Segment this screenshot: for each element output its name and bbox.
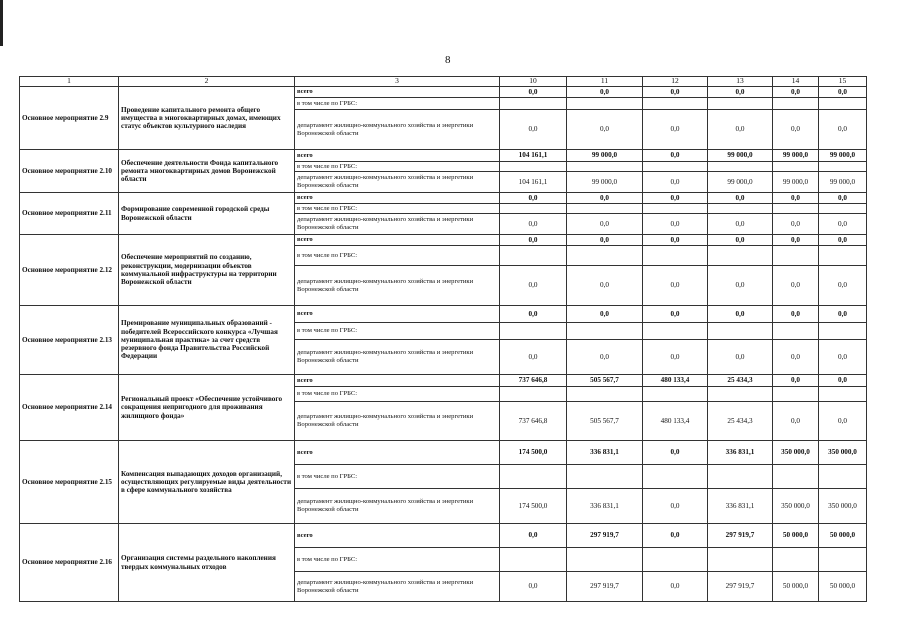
total-value-cell: 99 000,0 (567, 150, 643, 162)
header-cell: 12 (643, 77, 708, 87)
total-value-cell: 0,0 (500, 87, 567, 98)
dept-value-cell: 0,0 (567, 266, 643, 306)
grbs-empty-cell (500, 246, 567, 266)
grbs-empty-cell (819, 465, 867, 489)
total-value-cell: 0,0 (567, 306, 643, 323)
total-value-cell: 297 919,7 (708, 524, 773, 548)
measure-code: Основное мероприятие 2.11 (20, 193, 119, 235)
header-cell: 2 (119, 77, 295, 87)
header-cell: 13 (708, 77, 773, 87)
grbs-label: в том числе по ГРБС: (295, 162, 500, 172)
total-value-cell: 0,0 (773, 375, 819, 387)
dept-value-cell: 0,0 (773, 340, 819, 375)
dept-label: департамент жилищно-коммунального хозяйства и энергетики Воронежской области (295, 110, 500, 150)
dept-value-cell: 350 000,0 (773, 489, 819, 524)
dept-value-cell: 0,0 (643, 110, 708, 150)
total-value-cell: 0,0 (819, 87, 867, 98)
dept-value-cell: 0,0 (500, 340, 567, 375)
total-value-cell: 0,0 (773, 193, 819, 204)
dept-value-cell: 50 000,0 (773, 572, 819, 602)
grbs-empty-cell (500, 204, 567, 214)
grbs-empty-cell (773, 387, 819, 402)
grbs-empty-cell (567, 323, 643, 340)
grbs-empty-cell (708, 387, 773, 402)
total-value-cell: 0,0 (708, 306, 773, 323)
grbs-empty-cell (500, 548, 567, 572)
total-value-cell: 505 567,7 (567, 375, 643, 387)
grbs-empty-cell (567, 204, 643, 214)
dept-value-cell: 0,0 (500, 110, 567, 150)
grbs-empty-cell (500, 465, 567, 489)
grbs-label: в том числе по ГРБС: (295, 204, 500, 214)
dept-value-cell: 0,0 (643, 214, 708, 235)
total-label: всего (295, 193, 500, 204)
dept-value-cell: 505 567,7 (567, 402, 643, 441)
total-value-cell: 0,0 (643, 306, 708, 323)
total-value-cell: 0,0 (773, 306, 819, 323)
measure-total-row (20, 150, 867, 162)
total-value-cell: 0,0 (773, 87, 819, 98)
dept-value-cell: 737 646,8 (500, 402, 567, 441)
measure-code: Основное мероприятие 2.16 (20, 524, 119, 602)
grbs-empty-cell (773, 246, 819, 266)
dept-label: департамент жилищно-коммунального хозяйства и энергетики Воронежской области (295, 402, 500, 441)
grbs-empty-cell (708, 204, 773, 214)
grbs-label: в том числе по ГРБС: (295, 98, 500, 110)
measure-title: Компенсация выпадающих доходов организаций, осуществляющих регулируемые виды деятельности в сфере коммунального хозяйства (119, 441, 295, 524)
total-value-cell: 0,0 (567, 193, 643, 204)
dept-value-cell: 0,0 (500, 214, 567, 235)
grbs-empty-cell (708, 162, 773, 172)
grbs-empty-cell (500, 98, 567, 110)
grbs-empty-cell (643, 98, 708, 110)
grbs-empty-cell (819, 323, 867, 340)
grbs-empty-cell (643, 246, 708, 266)
dept-value-cell: 0,0 (643, 266, 708, 306)
measure-title: Региональный проект «Обеспечение устойчивого сокращения непригодного для проживания жилищного фонда» (119, 375, 295, 441)
dept-value-cell: 99 000,0 (773, 172, 819, 193)
dept-label: департамент жилищно-коммунального хозяйства и энергетики Воронежской области (295, 214, 500, 235)
total-label: всего (295, 235, 500, 246)
grbs-empty-cell (819, 246, 867, 266)
total-label: всего (295, 524, 500, 548)
grbs-empty-cell (643, 548, 708, 572)
dept-value-cell: 0,0 (500, 572, 567, 602)
dept-value-cell: 0,0 (773, 402, 819, 441)
dept-value-cell: 0,0 (643, 172, 708, 193)
total-value-cell: 0,0 (500, 524, 567, 548)
total-value-cell: 0,0 (643, 87, 708, 98)
measure-title: Проведение капитального ремонта общего имущества в многоквартирных домах, имеющих статус объектов культурного наследия (119, 87, 295, 150)
page-number: 8 (445, 54, 451, 66)
total-value-cell: 0,0 (708, 235, 773, 246)
grbs-empty-cell (567, 162, 643, 172)
dept-value-cell: 0,0 (567, 214, 643, 235)
grbs-empty-cell (819, 162, 867, 172)
grbs-empty-cell (819, 204, 867, 214)
total-value-cell: 297 919,7 (567, 524, 643, 548)
dept-value-cell: 0,0 (567, 110, 643, 150)
grbs-empty-cell (500, 162, 567, 172)
measure-total-row (20, 235, 867, 246)
total-value-cell: 350 000,0 (819, 441, 867, 465)
dept-value-cell: 297 919,7 (708, 572, 773, 602)
grbs-empty-cell (773, 204, 819, 214)
total-label: всего (295, 306, 500, 323)
grbs-empty-cell (643, 323, 708, 340)
dept-value-cell: 174 500,0 (500, 489, 567, 524)
measure-code: Основное мероприятие 2.14 (20, 375, 119, 441)
grbs-empty-cell (567, 465, 643, 489)
total-value-cell: 0,0 (819, 306, 867, 323)
grbs-empty-cell (708, 323, 773, 340)
measure-code: Основное мероприятие 2.10 (20, 150, 119, 193)
dept-value-cell: 297 919,7 (567, 572, 643, 602)
total-value-cell: 0,0 (643, 524, 708, 548)
total-value-cell: 480 133,4 (643, 375, 708, 387)
grbs-empty-cell (773, 98, 819, 110)
measure-code: Основное мероприятие 2.9 (20, 87, 119, 150)
dept-value-cell: 336 831,1 (567, 489, 643, 524)
dept-value-cell: 336 831,1 (708, 489, 773, 524)
grbs-empty-cell (643, 162, 708, 172)
grbs-empty-cell (708, 98, 773, 110)
total-value-cell: 0,0 (773, 235, 819, 246)
grbs-empty-cell (773, 548, 819, 572)
dept-value-cell: 99 000,0 (819, 172, 867, 193)
grbs-empty-cell (708, 246, 773, 266)
dept-value-cell: 0,0 (500, 266, 567, 306)
measure-total-row (20, 87, 867, 98)
total-value-cell: 50 000,0 (773, 524, 819, 548)
total-label: всего (295, 375, 500, 387)
page-edge-mark (0, 0, 3, 46)
measure-total-row (20, 524, 867, 548)
dept-value-cell: 0,0 (773, 110, 819, 150)
grbs-empty-cell (819, 98, 867, 110)
header-cell: 1 (20, 77, 119, 87)
total-value-cell: 350 000,0 (773, 441, 819, 465)
header-cell: 10 (500, 77, 567, 87)
dept-value-cell: 350 000,0 (819, 489, 867, 524)
dept-label: департамент жилищно-коммунального хозяйства и энергетики Воронежской области (295, 489, 500, 524)
grbs-empty-cell (819, 387, 867, 402)
grbs-empty-cell (643, 465, 708, 489)
grbs-empty-cell (500, 387, 567, 402)
grbs-empty-cell (708, 465, 773, 489)
table-body (20, 87, 867, 602)
dept-value-cell: 50 000,0 (819, 572, 867, 602)
total-value-cell: 336 831,1 (708, 441, 773, 465)
measure-title: Организация системы раздельного накопления твердых коммунальных отходов (119, 524, 295, 602)
total-value-cell: 336 831,1 (567, 441, 643, 465)
dept-label: департамент жилищно-коммунального хозяйства и энергетики Воронежской области (295, 172, 500, 193)
measure-title: Формирование современной городской среды Воронежской области (119, 193, 295, 235)
dept-value-cell: 99 000,0 (708, 172, 773, 193)
total-value-cell: 0,0 (643, 441, 708, 465)
dept-value-cell: 0,0 (819, 266, 867, 306)
dept-label: департамент жилищно-коммунального хозяйства и энергетики Воронежской области (295, 266, 500, 306)
total-value-cell: 0,0 (819, 375, 867, 387)
total-value-cell: 0,0 (819, 193, 867, 204)
grbs-empty-cell (643, 204, 708, 214)
dept-value-cell: 0,0 (819, 402, 867, 441)
grbs-empty-cell (567, 98, 643, 110)
measure-total-row (20, 441, 867, 465)
grbs-empty-cell (773, 465, 819, 489)
measure-total-row (20, 193, 867, 204)
header-cell: 11 (567, 77, 643, 87)
header-cell: 14 (773, 77, 819, 87)
grbs-empty-cell (500, 323, 567, 340)
total-value-cell: 104 161,1 (500, 150, 567, 162)
total-value-cell: 99 000,0 (708, 150, 773, 162)
dept-value-cell: 104 161,1 (500, 172, 567, 193)
grbs-empty-cell (819, 548, 867, 572)
total-value-cell: 0,0 (643, 150, 708, 162)
measure-code: Основное мероприятие 2.13 (20, 306, 119, 375)
grbs-empty-cell (567, 548, 643, 572)
dept-value-cell: 0,0 (708, 340, 773, 375)
dept-value-cell: 0,0 (643, 489, 708, 524)
dept-value-cell: 0,0 (773, 266, 819, 306)
total-value-cell: 0,0 (567, 87, 643, 98)
total-label: всего (295, 150, 500, 162)
total-value-cell: 99 000,0 (773, 150, 819, 162)
grbs-empty-cell (567, 246, 643, 266)
measure-code: Основное мероприятие 2.15 (20, 441, 119, 524)
total-value-cell: 0,0 (708, 193, 773, 204)
total-label: всего (295, 87, 500, 98)
grbs-empty-cell (708, 548, 773, 572)
grbs-empty-cell (773, 162, 819, 172)
measure-total-row (20, 375, 867, 387)
dept-value-cell: 0,0 (708, 110, 773, 150)
total-value-cell: 0,0 (819, 235, 867, 246)
total-value-cell: 0,0 (643, 235, 708, 246)
dept-value-cell: 0,0 (708, 214, 773, 235)
total-value-cell: 0,0 (567, 235, 643, 246)
grbs-empty-cell (567, 387, 643, 402)
total-value-cell: 0,0 (500, 193, 567, 204)
budget-table (19, 76, 867, 602)
measure-title: Обеспечение деятельности Фонда капитального ремонта многоквартирных домов Воронежской области (119, 150, 295, 193)
header-cell: 15 (819, 77, 867, 87)
dept-value-cell: 480 133,4 (643, 402, 708, 441)
dept-value-cell: 99 000,0 (567, 172, 643, 193)
dept-value-cell: 0,0 (567, 340, 643, 375)
grbs-label: в том числе по ГРБС: (295, 246, 500, 266)
total-value-cell: 0,0 (643, 193, 708, 204)
dept-value-cell: 0,0 (708, 266, 773, 306)
total-value-cell: 0,0 (500, 235, 567, 246)
total-label: всего (295, 441, 500, 465)
grbs-label: в том числе по ГРБС: (295, 548, 500, 572)
total-value-cell: 0,0 (500, 306, 567, 323)
grbs-empty-cell (643, 387, 708, 402)
total-value-cell: 737 646,8 (500, 375, 567, 387)
total-value-cell: 0,0 (708, 87, 773, 98)
dept-value-cell: 0,0 (773, 214, 819, 235)
grbs-label: в том числе по ГРБС: (295, 323, 500, 340)
total-value-cell: 174 500,0 (500, 441, 567, 465)
header-cell: 3 (295, 77, 500, 87)
grbs-label: в том числе по ГРБС: (295, 387, 500, 402)
dept-value-cell: 0,0 (819, 340, 867, 375)
dept-label: департамент жилищно-коммунального хозяйства и энергетики Воронежской области (295, 572, 500, 602)
grbs-empty-cell (773, 323, 819, 340)
measure-title: Обеспечение мероприятий по созданию, реконструкции, модернизации объектов коммунальной инфраструктуры на территории Воронежской области (119, 235, 295, 306)
total-value-cell: 50 000,0 (819, 524, 867, 548)
measure-total-row (20, 306, 867, 323)
dept-value-cell: 0,0 (643, 340, 708, 375)
measure-code: Основное мероприятие 2.12 (20, 235, 119, 306)
measure-title: Премирование муниципальных образований - победителей Всероссийского конкурса «Лучшая муниципальная практика» за счет средств резервного фонда Правительства Российской Федерации (119, 306, 295, 375)
dept-value-cell: 0,0 (819, 110, 867, 150)
dept-label: департамент жилищно-коммунального хозяйства и энергетики Воронежской области (295, 340, 500, 375)
dept-value-cell: 0,0 (643, 572, 708, 602)
total-value-cell: 25 434,3 (708, 375, 773, 387)
total-value-cell: 99 000,0 (819, 150, 867, 162)
header-row (20, 77, 867, 87)
dept-value-cell: 0,0 (819, 214, 867, 235)
grbs-label: в том числе по ГРБС: (295, 465, 500, 489)
dept-value-cell: 25 434,3 (708, 402, 773, 441)
